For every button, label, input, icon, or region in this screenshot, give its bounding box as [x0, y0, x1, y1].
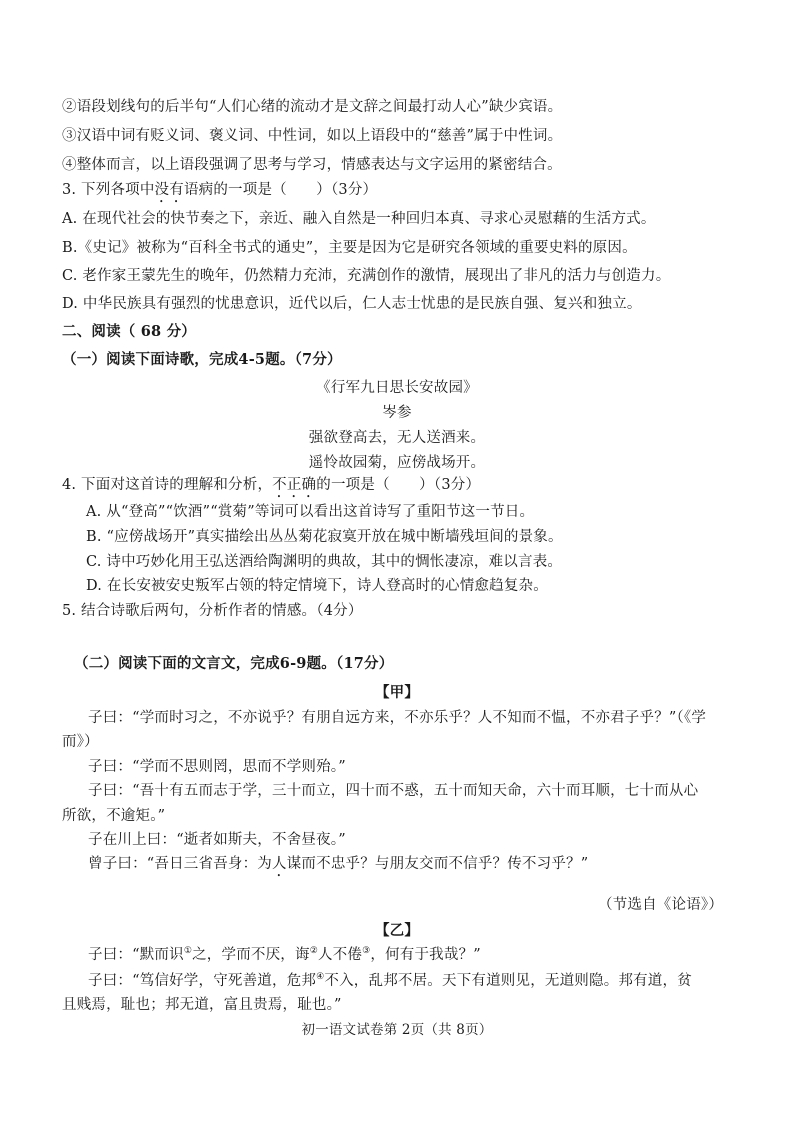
q3-emphasis: 没有 — [154, 182, 184, 198]
q3-option-a: A. 在现代社会的快节奏之下，亲近、融入自然是一种回归本真、寻求心灵慰藉的生活方式。 — [62, 211, 656, 227]
passage-jia-heading: 【甲】 — [374, 684, 420, 701]
jia-5-suffix: 谋而不忠乎？与朋友交而不信乎？传不习乎？” — [286, 856, 589, 872]
jia-line-2: 子曰：“学而不思则罔，思而不学则殆。” — [88, 759, 346, 775]
q3-option-d: D. 中华民族具有强烈的忧患意识，近代以后，仁人志士忧患的是民族自强、复兴和独立。 — [62, 296, 642, 312]
footnote-1: ① — [183, 946, 193, 957]
q4-emphasis: 不正确 — [272, 477, 317, 493]
footnote-3: ③ — [362, 946, 371, 957]
yi-1-d: ，何有于我哉？” — [370, 947, 481, 963]
yi-1-a: 子曰：“默而识 — [88, 947, 184, 963]
q4-option-a: A. 从“登高”“饮酒”“赏菊”等词可以看出这首诗写了重阳节这一节日。 — [86, 504, 535, 520]
jia-5-emphasis: 人 — [272, 856, 287, 872]
page-footer: 初一语文试卷第 2页（共 8页） — [301, 1022, 493, 1038]
passage-yi-heading: 【乙】 — [374, 922, 420, 939]
q3-option-c: C. 老作家王蒙先生的晚年，仍然精力充沛，充满创作的激情，展现出了非凡的活力与创造力。 — [62, 268, 671, 284]
q3-prefix: 3. 下列各项中 — [62, 182, 155, 198]
option-line-4: ④整体而言，以上语段强调了思考与学习，情感表达与文字运用的紧密结合。 — [62, 157, 562, 173]
poem-line-2: 遥怜故园菊，应傍战场开。 — [308, 455, 486, 471]
yi-line-2 — [88, 971, 692, 991]
yi-2-a: 子曰：“笃信好学，守死善道，危邦 — [88, 973, 317, 989]
q4-option-d: D. 在长安被安史叛军占领的特定情境下，诗人登高时的心情愈趋复杂。 — [86, 578, 548, 594]
yi-2-b: 不入，乱邦不居。天下有道则见，无道则隐。邦有道，贫 — [324, 973, 692, 989]
poem-line-1: 强欲登高去，无人送酒来。 — [308, 430, 486, 446]
subsection-classical: （二）阅读下面的文言文，完成6-9题。（17分） — [74, 655, 394, 672]
poem-title: 《行军九日思长安故园》 — [316, 380, 478, 396]
q3-option-b: B.《史记》被称为“百科全书式的通史”，主要是因为它是研究各领域的重要史料的原因。 — [62, 240, 637, 256]
q3-suffix: 语病的一项是（ ）（3分） — [183, 182, 378, 198]
jia-line-5 — [88, 854, 588, 880]
footnote-2: ② — [309, 946, 318, 957]
poem-author: 岑参 — [382, 405, 412, 421]
q4-prefix: 4. 下面对这首诗的理解和分析， — [62, 477, 273, 493]
subsection-poetry: （一）阅读下面诗歌，完成4-5题。（7分） — [62, 351, 342, 368]
q4-option-c: C. 诗中巧妙化用王弘送酒给陶渊明的典故，其中的惆怅凄凉，难以言表。 — [86, 554, 563, 570]
yi-line-2-cont: 且贱焉，耻也；邦无道，富且贵焉，耻也。” — [62, 997, 342, 1013]
option-line-3: ③汉语中词有贬义词、褒义词、中性词，如以上语段中的“慈善”属于中性词。 — [62, 128, 563, 144]
jia-line-1: 子曰：“学而时习之，不亦说乎？有朋自远方来，不亦乐乎？人不知而不愠，不亦君子乎？”（《学 — [88, 710, 707, 726]
yi-1-b: 之，学而不厌，诲 — [192, 947, 310, 963]
option-line-2: ②语段划线句的后半句“人们心绪的流动才是文辞之间最打动人心”缺少宾语。 — [62, 99, 563, 115]
jia-5-prefix: 曾子曰：“吾日三省吾身：为 — [88, 856, 273, 872]
yi-line-1 — [88, 945, 481, 965]
jia-line-3-cont: 所欲，不逾矩。” — [62, 808, 166, 824]
question-3 — [62, 180, 377, 206]
jia-line-1-cont: 而》） — [62, 734, 99, 750]
q4-option-b: B. “应傍战场开”真实描绘出丛丛菊花寂寞开放在城中断墙残垣间的景象。 — [86, 529, 563, 545]
source-note: （节选自《论语》） — [598, 897, 724, 913]
yi-1-c: 人不倦 — [317, 947, 363, 963]
q4-suffix: 的一项是（ ）（3分） — [316, 477, 481, 493]
jia-line-3: 子曰：“吾十有五而志于学，三十而立，四十而不惑，五十而知天命，六十而耳顺，七十而从心 — [88, 783, 699, 799]
jia-line-4: 子在川上曰：“逝者如斯夫，不舍昼夜。” — [88, 832, 346, 848]
section-heading-reading: 二、阅读（ 68 分） — [62, 323, 196, 340]
question-5: 5. 结合诗歌后两句，分析作者的情感。（4分） — [62, 603, 363, 619]
footnote-4: ④ — [316, 972, 325, 983]
question-4 — [62, 475, 480, 501]
